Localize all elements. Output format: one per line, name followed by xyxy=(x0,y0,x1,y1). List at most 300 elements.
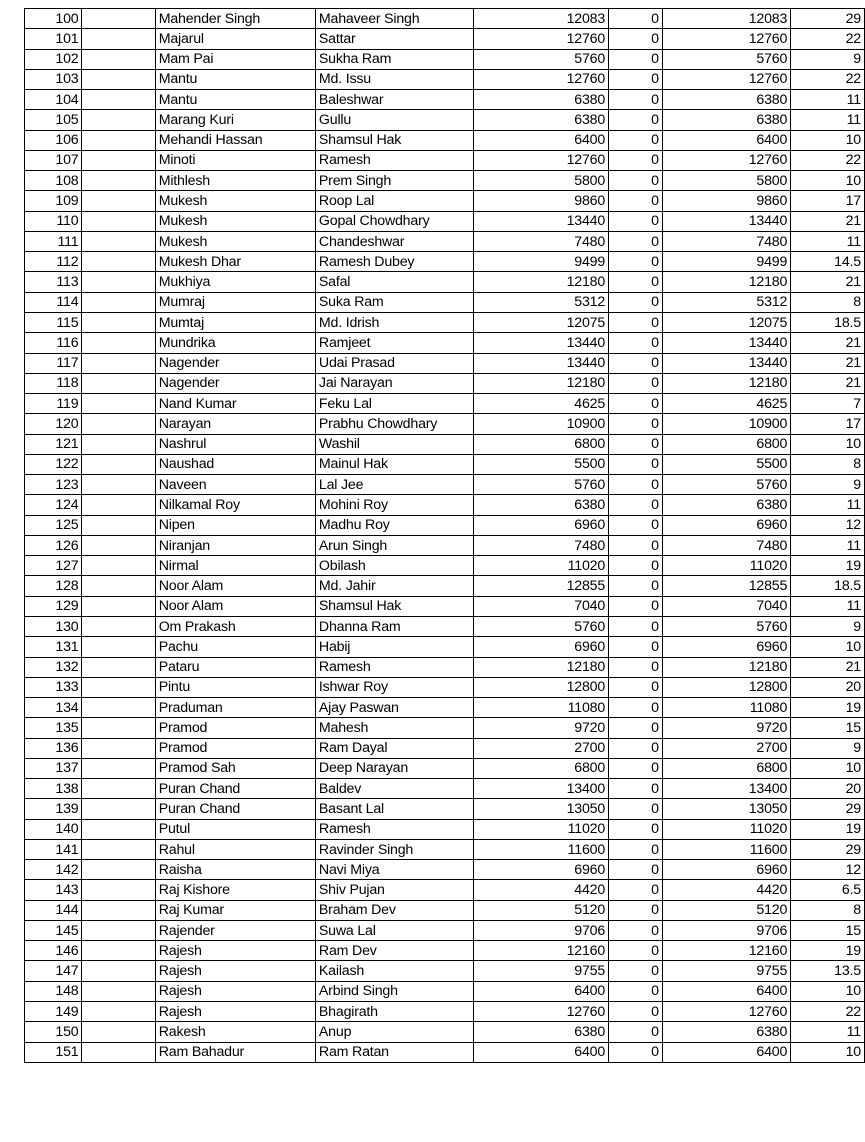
serial-number-cell: 146 xyxy=(25,941,82,961)
worker-name-cell: Mukesh xyxy=(155,191,315,211)
days-cell: 10 xyxy=(791,434,865,454)
worker-name-cell: Mantu xyxy=(155,69,315,89)
total-cell: 4420 xyxy=(662,880,790,900)
amount-cell: 6960 xyxy=(474,860,609,880)
father-name-cell: Bhagirath xyxy=(315,1002,473,1022)
table-row xyxy=(25,171,865,191)
worker-name-cell: Nand Kumar xyxy=(155,394,315,414)
blank-cell xyxy=(82,231,155,251)
blank-cell xyxy=(82,941,155,961)
days-cell: 22 xyxy=(791,150,865,170)
deduction-cell: 0 xyxy=(609,312,663,332)
serial-number-cell: 101 xyxy=(25,29,82,49)
father-name-cell: Gopal Chowdhary xyxy=(315,211,473,231)
days-cell: 11 xyxy=(791,110,865,130)
father-name-cell: Navi Miya xyxy=(315,860,473,880)
blank-cell xyxy=(82,556,155,576)
amount-cell: 6400 xyxy=(474,981,609,1001)
serial-number-cell: 117 xyxy=(25,353,82,373)
total-cell: 9706 xyxy=(662,920,790,940)
blank-cell xyxy=(82,880,155,900)
total-cell: 9720 xyxy=(662,718,790,738)
days-cell: 13.5 xyxy=(791,961,865,981)
serial-number-cell: 106 xyxy=(25,130,82,150)
days-cell: 9 xyxy=(791,49,865,69)
table-row xyxy=(25,69,865,89)
father-name-cell: Washil xyxy=(315,434,473,454)
worker-name-cell: Pataru xyxy=(155,657,315,677)
father-name-cell: Safal xyxy=(315,272,473,292)
serial-number-cell: 123 xyxy=(25,475,82,495)
total-cell: 5120 xyxy=(662,900,790,920)
worker-payment-sheet xyxy=(24,8,865,1063)
table-row xyxy=(25,718,865,738)
serial-number-cell: 122 xyxy=(25,454,82,474)
serial-number-cell: 125 xyxy=(25,515,82,535)
deduction-cell: 0 xyxy=(609,252,663,272)
days-cell: 21 xyxy=(791,333,865,353)
father-name-cell: Ramjeet xyxy=(315,333,473,353)
amount-cell: 5760 xyxy=(474,49,609,69)
blank-cell xyxy=(82,211,155,231)
blank-cell xyxy=(82,49,155,69)
total-cell: 13400 xyxy=(662,779,790,799)
total-cell: 6960 xyxy=(662,515,790,535)
father-name-cell: Ajay Paswan xyxy=(315,698,473,718)
total-cell: 2700 xyxy=(662,738,790,758)
amount-cell: 6800 xyxy=(474,758,609,778)
amount-cell: 6380 xyxy=(474,90,609,110)
blank-cell xyxy=(82,353,155,373)
deduction-cell: 0 xyxy=(609,900,663,920)
worker-name-cell: Nipen xyxy=(155,515,315,535)
father-name-cell: Feku Lal xyxy=(315,394,473,414)
deduction-cell: 0 xyxy=(609,839,663,859)
amount-cell: 9720 xyxy=(474,718,609,738)
father-name-cell: Ravinder Singh xyxy=(315,839,473,859)
table-row xyxy=(25,535,865,555)
blank-cell xyxy=(82,698,155,718)
amount-cell: 5312 xyxy=(474,292,609,312)
blank-cell xyxy=(82,779,155,799)
days-cell: 22 xyxy=(791,69,865,89)
table-row xyxy=(25,292,865,312)
worker-name-cell: Mukhiya xyxy=(155,272,315,292)
blank-cell xyxy=(82,576,155,596)
blank-cell xyxy=(82,292,155,312)
father-name-cell: Sukha Ram xyxy=(315,49,473,69)
worker-name-cell: Mithlesh xyxy=(155,171,315,191)
worker-name-cell: Niranjan xyxy=(155,535,315,555)
deduction-cell: 0 xyxy=(609,698,663,718)
blank-cell xyxy=(82,110,155,130)
table-row xyxy=(25,434,865,454)
amount-cell: 12760 xyxy=(474,29,609,49)
days-cell: 10 xyxy=(791,637,865,657)
days-cell: 7 xyxy=(791,394,865,414)
serial-number-cell: 134 xyxy=(25,698,82,718)
father-name-cell: Prem Singh xyxy=(315,171,473,191)
worker-name-cell: Naveen xyxy=(155,475,315,495)
deduction-cell: 0 xyxy=(609,110,663,130)
table-row xyxy=(25,981,865,1001)
total-cell: 9860 xyxy=(662,191,790,211)
total-cell: 9755 xyxy=(662,961,790,981)
serial-number-cell: 143 xyxy=(25,880,82,900)
worker-name-cell: Rahul xyxy=(155,839,315,859)
table-row xyxy=(25,1002,865,1022)
father-name-cell: Mohini Roy xyxy=(315,495,473,515)
father-name-cell: Habij xyxy=(315,637,473,657)
worker-name-cell: Puran Chand xyxy=(155,799,315,819)
amount-cell: 5760 xyxy=(474,475,609,495)
amount-cell: 4420 xyxy=(474,880,609,900)
father-name-cell: Ramesh Dubey xyxy=(315,252,473,272)
amount-cell: 6960 xyxy=(474,515,609,535)
father-name-cell: Lal Jee xyxy=(315,475,473,495)
serial-number-cell: 107 xyxy=(25,150,82,170)
worker-name-cell: Mam Pai xyxy=(155,49,315,69)
deduction-cell: 0 xyxy=(609,860,663,880)
serial-number-cell: 138 xyxy=(25,779,82,799)
deduction-cell: 0 xyxy=(609,231,663,251)
father-name-cell: Ramesh xyxy=(315,819,473,839)
total-cell: 7040 xyxy=(662,596,790,616)
total-cell: 13440 xyxy=(662,353,790,373)
days-cell: 9 xyxy=(791,475,865,495)
deduction-cell: 0 xyxy=(609,150,663,170)
blank-cell xyxy=(82,596,155,616)
serial-number-cell: 128 xyxy=(25,576,82,596)
father-name-cell: Mahesh xyxy=(315,718,473,738)
deduction-cell: 0 xyxy=(609,941,663,961)
blank-cell xyxy=(82,272,155,292)
serial-number-cell: 133 xyxy=(25,677,82,697)
days-cell: 22 xyxy=(791,29,865,49)
father-name-cell: Sattar xyxy=(315,29,473,49)
amount-cell: 7480 xyxy=(474,231,609,251)
blank-cell xyxy=(82,29,155,49)
worker-name-cell: Rajesh xyxy=(155,961,315,981)
blank-cell xyxy=(82,819,155,839)
deduction-cell: 0 xyxy=(609,758,663,778)
table-row xyxy=(25,941,865,961)
amount-cell: 12180 xyxy=(474,657,609,677)
deduction-cell: 0 xyxy=(609,272,663,292)
serial-number-cell: 110 xyxy=(25,211,82,231)
serial-number-cell: 145 xyxy=(25,920,82,940)
serial-number-cell: 126 xyxy=(25,535,82,555)
worker-name-cell: Noor Alam xyxy=(155,576,315,596)
serial-number-cell: 136 xyxy=(25,738,82,758)
worker-name-cell: Mukesh xyxy=(155,231,315,251)
blank-cell xyxy=(82,90,155,110)
days-cell: 21 xyxy=(791,657,865,677)
amount-cell: 13440 xyxy=(474,353,609,373)
days-cell: 10 xyxy=(791,981,865,1001)
father-name-cell: Prabhu Chowdhary xyxy=(315,414,473,434)
total-cell: 12160 xyxy=(662,941,790,961)
table-body xyxy=(25,9,865,1063)
amount-cell: 13440 xyxy=(474,211,609,231)
blank-cell xyxy=(82,475,155,495)
days-cell: 22 xyxy=(791,1002,865,1022)
blank-cell xyxy=(82,657,155,677)
days-cell: 21 xyxy=(791,272,865,292)
serial-number-cell: 139 xyxy=(25,799,82,819)
total-cell: 6960 xyxy=(662,637,790,657)
amount-cell: 6960 xyxy=(474,637,609,657)
table-row xyxy=(25,839,865,859)
serial-number-cell: 151 xyxy=(25,1042,82,1062)
serial-number-cell: 111 xyxy=(25,231,82,251)
worker-name-cell: Mantu xyxy=(155,90,315,110)
total-cell: 4625 xyxy=(662,394,790,414)
table-row xyxy=(25,758,865,778)
worker-name-cell: Ram Bahadur xyxy=(155,1042,315,1062)
blank-cell xyxy=(82,637,155,657)
table-row xyxy=(25,49,865,69)
days-cell: 19 xyxy=(791,819,865,839)
table-row xyxy=(25,394,865,414)
serial-number-cell: 118 xyxy=(25,373,82,393)
blank-cell xyxy=(82,69,155,89)
table-row xyxy=(25,252,865,272)
table-row xyxy=(25,454,865,474)
deduction-cell: 0 xyxy=(609,637,663,657)
blank-cell xyxy=(82,1042,155,1062)
total-cell: 5312 xyxy=(662,292,790,312)
worker-name-cell: Pintu xyxy=(155,677,315,697)
blank-cell xyxy=(82,718,155,738)
blank-cell xyxy=(82,171,155,191)
deduction-cell: 0 xyxy=(609,90,663,110)
blank-cell xyxy=(82,495,155,515)
blank-cell xyxy=(82,130,155,150)
father-name-cell: Roop Lal xyxy=(315,191,473,211)
father-name-cell: Udai Prasad xyxy=(315,353,473,373)
deduction-cell: 0 xyxy=(609,677,663,697)
blank-cell xyxy=(82,616,155,636)
deduction-cell: 0 xyxy=(609,191,663,211)
amount-cell: 12760 xyxy=(474,150,609,170)
total-cell: 10900 xyxy=(662,414,790,434)
serial-number-cell: 131 xyxy=(25,637,82,657)
total-cell: 12075 xyxy=(662,312,790,332)
father-name-cell: Suwa Lal xyxy=(315,920,473,940)
total-cell: 13440 xyxy=(662,211,790,231)
worker-name-cell: Mumtaj xyxy=(155,312,315,332)
blank-cell xyxy=(82,333,155,353)
days-cell: 29 xyxy=(791,839,865,859)
worker-name-cell: Mehandi Hassan xyxy=(155,130,315,150)
amount-cell: 6380 xyxy=(474,110,609,130)
amount-cell: 6800 xyxy=(474,434,609,454)
total-cell: 12083 xyxy=(662,9,790,29)
worker-name-cell: Narayan xyxy=(155,414,315,434)
worker-name-cell: Pramod Sah xyxy=(155,758,315,778)
total-cell: 12180 xyxy=(662,373,790,393)
blank-cell xyxy=(82,454,155,474)
amount-cell: 7040 xyxy=(474,596,609,616)
worker-name-cell: Pramod xyxy=(155,718,315,738)
deduction-cell: 0 xyxy=(609,434,663,454)
amount-cell: 12855 xyxy=(474,576,609,596)
worker-name-cell: Nagender xyxy=(155,373,315,393)
worker-name-cell: Om Prakash xyxy=(155,616,315,636)
table-row xyxy=(25,29,865,49)
total-cell: 5800 xyxy=(662,171,790,191)
serial-number-cell: 120 xyxy=(25,414,82,434)
days-cell: 18.5 xyxy=(791,576,865,596)
father-name-cell: Shamsul Hak xyxy=(315,596,473,616)
worker-name-cell: Raj Kishore xyxy=(155,880,315,900)
amount-cell: 13440 xyxy=(474,333,609,353)
days-cell: 10 xyxy=(791,758,865,778)
total-cell: 6380 xyxy=(662,1022,790,1042)
blank-cell xyxy=(82,1002,155,1022)
days-cell: 15 xyxy=(791,718,865,738)
father-name-cell: Md. Jahir xyxy=(315,576,473,596)
total-cell: 6400 xyxy=(662,981,790,1001)
total-cell: 6380 xyxy=(662,495,790,515)
amount-cell: 6400 xyxy=(474,1042,609,1062)
total-cell: 5760 xyxy=(662,49,790,69)
total-cell: 5760 xyxy=(662,616,790,636)
blank-cell xyxy=(82,515,155,535)
days-cell: 12 xyxy=(791,860,865,880)
total-cell: 11080 xyxy=(662,698,790,718)
deduction-cell: 0 xyxy=(609,292,663,312)
worker-name-cell: Praduman xyxy=(155,698,315,718)
table-row xyxy=(25,738,865,758)
amount-cell: 5500 xyxy=(474,454,609,474)
father-name-cell: Basant Lal xyxy=(315,799,473,819)
serial-number-cell: 149 xyxy=(25,1002,82,1022)
total-cell: 12855 xyxy=(662,576,790,596)
table-row xyxy=(25,150,865,170)
serial-number-cell: 124 xyxy=(25,495,82,515)
table-row xyxy=(25,130,865,150)
serial-number-cell: 119 xyxy=(25,394,82,414)
table-row xyxy=(25,920,865,940)
worker-name-cell: Rajesh xyxy=(155,1002,315,1022)
deduction-cell: 0 xyxy=(609,394,663,414)
amount-cell: 9499 xyxy=(474,252,609,272)
deduction-cell: 0 xyxy=(609,535,663,555)
father-name-cell: Ishwar Roy xyxy=(315,677,473,697)
amount-cell: 12083 xyxy=(474,9,609,29)
serial-number-cell: 147 xyxy=(25,961,82,981)
days-cell: 11 xyxy=(791,90,865,110)
total-cell: 12760 xyxy=(662,1002,790,1022)
table-row xyxy=(25,110,865,130)
amount-cell: 9860 xyxy=(474,191,609,211)
deduction-cell: 0 xyxy=(609,69,663,89)
total-cell: 5760 xyxy=(662,475,790,495)
blank-cell xyxy=(82,191,155,211)
blank-cell xyxy=(82,961,155,981)
father-name-cell: Ram Dev xyxy=(315,941,473,961)
father-name-cell: Deep Narayan xyxy=(315,758,473,778)
total-cell: 12760 xyxy=(662,150,790,170)
father-name-cell: Ramesh xyxy=(315,150,473,170)
deduction-cell: 0 xyxy=(609,1042,663,1062)
table-row xyxy=(25,1042,865,1062)
table-row xyxy=(25,961,865,981)
worker-name-cell: Pachu xyxy=(155,637,315,657)
worker-name-cell: Mukesh xyxy=(155,211,315,231)
table-row xyxy=(25,90,865,110)
table-row xyxy=(25,698,865,718)
father-name-cell: Madhu Roy xyxy=(315,515,473,535)
deduction-cell: 0 xyxy=(609,211,663,231)
father-name-cell: Suka Ram xyxy=(315,292,473,312)
table-row xyxy=(25,333,865,353)
blank-cell xyxy=(82,252,155,272)
days-cell: 21 xyxy=(791,353,865,373)
table-row xyxy=(25,353,865,373)
days-cell: 8 xyxy=(791,292,865,312)
table-row xyxy=(25,616,865,636)
blank-cell xyxy=(82,839,155,859)
total-cell: 9499 xyxy=(662,252,790,272)
deduction-cell: 0 xyxy=(609,657,663,677)
table-row xyxy=(25,576,865,596)
deduction-cell: 0 xyxy=(609,454,663,474)
serial-number-cell: 135 xyxy=(25,718,82,738)
days-cell: 19 xyxy=(791,698,865,718)
serial-number-cell: 144 xyxy=(25,900,82,920)
days-cell: 19 xyxy=(791,556,865,576)
total-cell: 12760 xyxy=(662,69,790,89)
blank-cell xyxy=(82,1022,155,1042)
serial-number-cell: 130 xyxy=(25,616,82,636)
total-cell: 12760 xyxy=(662,29,790,49)
days-cell: 20 xyxy=(791,779,865,799)
serial-number-cell: 121 xyxy=(25,434,82,454)
worker-name-cell: Raisha xyxy=(155,860,315,880)
amount-cell: 9706 xyxy=(474,920,609,940)
blank-cell xyxy=(82,434,155,454)
father-name-cell: Baldev xyxy=(315,779,473,799)
worker-name-cell: Nirmal xyxy=(155,556,315,576)
father-name-cell: Ram Ratan xyxy=(315,1042,473,1062)
table-row xyxy=(25,779,865,799)
deduction-cell: 0 xyxy=(609,1002,663,1022)
deduction-cell: 0 xyxy=(609,515,663,535)
deduction-cell: 0 xyxy=(609,49,663,69)
table-row xyxy=(25,556,865,576)
total-cell: 12180 xyxy=(662,272,790,292)
days-cell: 10 xyxy=(791,171,865,191)
days-cell: 11 xyxy=(791,495,865,515)
days-cell: 21 xyxy=(791,211,865,231)
days-cell: 11 xyxy=(791,231,865,251)
table-row xyxy=(25,900,865,920)
father-name-cell: Shamsul Hak xyxy=(315,130,473,150)
father-name-cell: Shiv Pujan xyxy=(315,880,473,900)
amount-cell: 11020 xyxy=(474,819,609,839)
total-cell: 6380 xyxy=(662,110,790,130)
days-cell: 18.5 xyxy=(791,312,865,332)
worker-name-cell: Marang Kuri xyxy=(155,110,315,130)
deduction-cell: 0 xyxy=(609,596,663,616)
blank-cell xyxy=(82,373,155,393)
father-name-cell: Braham Dev xyxy=(315,900,473,920)
table-row xyxy=(25,799,865,819)
amount-cell: 5120 xyxy=(474,900,609,920)
